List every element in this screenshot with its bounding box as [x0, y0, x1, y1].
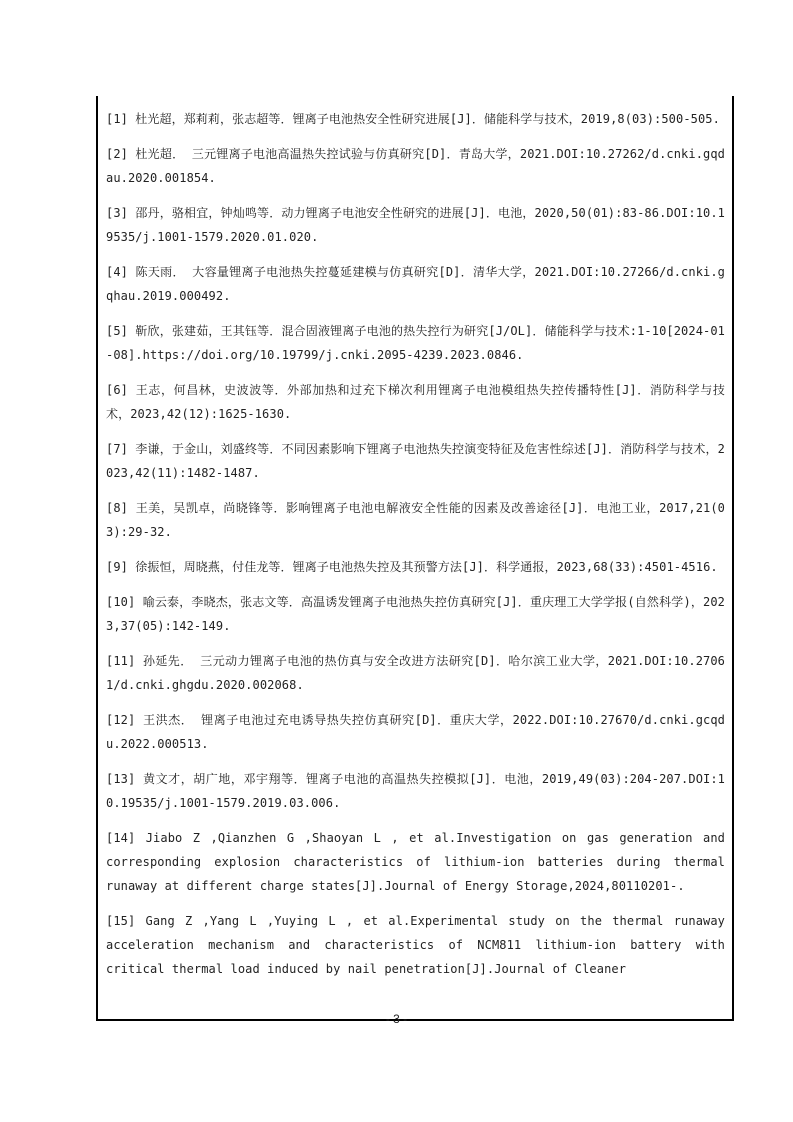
reference-item: [10] 喻云泰，李晓杰，张志文等．高温诱发锂离子电池热失控仿真研究[J]．重庆理工大学学报(自然科学)，2023,37(05):142-149. [106, 595, 725, 633]
reference-item: [6] 王志，何昌林，史波波等．外部加热和过充下梯次利用锂离子电池模组热失控传播特性[J]．消防科学与技术，2023,42(12):1625-1630. [106, 383, 725, 421]
reference-item: [3] 邵丹，骆相宜，钟灿鸣等．动力锂离子电池安全性研究的进展[J]．电池，2020,50(01):83-86.DOI:10.19535/j.1001-1579.2020.01.020. [106, 206, 725, 244]
page-number: - 3 - [385, 1012, 408, 1026]
reference-item: [7] 李谦，于金山，刘盛终等．不同因素影响下锂离子电池热失控演变特征及危害性综述[J]．消防科学与技术，2023,42(11):1482-1487. [106, 442, 725, 480]
reference-list [98, 96, 732, 981]
reference-item: [8] 王美，吴凯卓，尚晓锋等．影响锂离子电池电解液安全性能的因素及改善途径[J]．电池工业，2017,21(03):29-32. [106, 501, 725, 539]
reference-item: [4] 陈天雨． 大容量锂离子电池热失控蔓延建模与仿真研究[D]．清华大学，2021.DOI:10.27266/d.cnki.gqhau.2019.000492. [106, 265, 725, 303]
reference-item: [14] Jiabo Z ,Qianzhen G ,Shaoyan L , et al.Investigation on gas generation and corresponding explosion characteristics of lithium-ion batteries during thermal runaway at different charge states[J].Journal of Energy Storage,2024,80110201-. [106, 831, 725, 893]
reference-item: [5] 靳欣，张建茹，王其钰等．混合固液锂离子电池的热失控行为研究[J/OL]．储能科学与技术:1-10[2024-01-08].https://doi.org/10.19799/j.cnki.2095-4239.2023.0846. [106, 324, 725, 362]
reference-item: [2] 杜光超． 三元锂离子电池高温热失控试验与仿真研究[D]．青岛大学，2021.DOI:10.27262/d.cnki.gqdau.2020.001854. [106, 147, 725, 185]
reference-item: [1] 杜光超，郑莉莉，张志超等．锂离子电池热安全性研究进展[J]．储能科学与技术，2019,8(03):500-505. [106, 112, 720, 126]
reference-item: [12] 王洪杰． 锂离子电池过充电诱导热失控仿真研究[D]．重庆大学，2022.DOI:10.27670/d.cnki.gcqdu.2022.000513. [106, 713, 725, 751]
reference-item: [13] 黄文才，胡广地，邓宇翔等．锂离子电池的高温热失控模拟[J]．电池，2019,49(03):204-207.DOI:10.19535/j.1001-1579.2019.03.006. [106, 772, 725, 810]
reference-frame [96, 96, 734, 1021]
reference-item: [11] 孙延先． 三元动力锂离子电池的热仿真与安全改进方法研究[D]．哈尔滨工业大学，2021.DOI:10.27061/d.cnki.ghgdu.2020.002068. [106, 654, 725, 692]
reference-item: [9] 徐振恒，周晓燕，付佳龙等．锂离子电池热失控及其预警方法[J]．科学通报，2023,68(33):4501-4516. [106, 560, 718, 574]
reference-item: [15] Gang Z ,Yang L ,Yuying L , et al.Experimental study on the thermal runaway acceleration mechanism and characteristics of NCM811 lithium-ion battery with critical thermal load induced by nail penetration[J].Journal of Cleaner [106, 914, 725, 976]
